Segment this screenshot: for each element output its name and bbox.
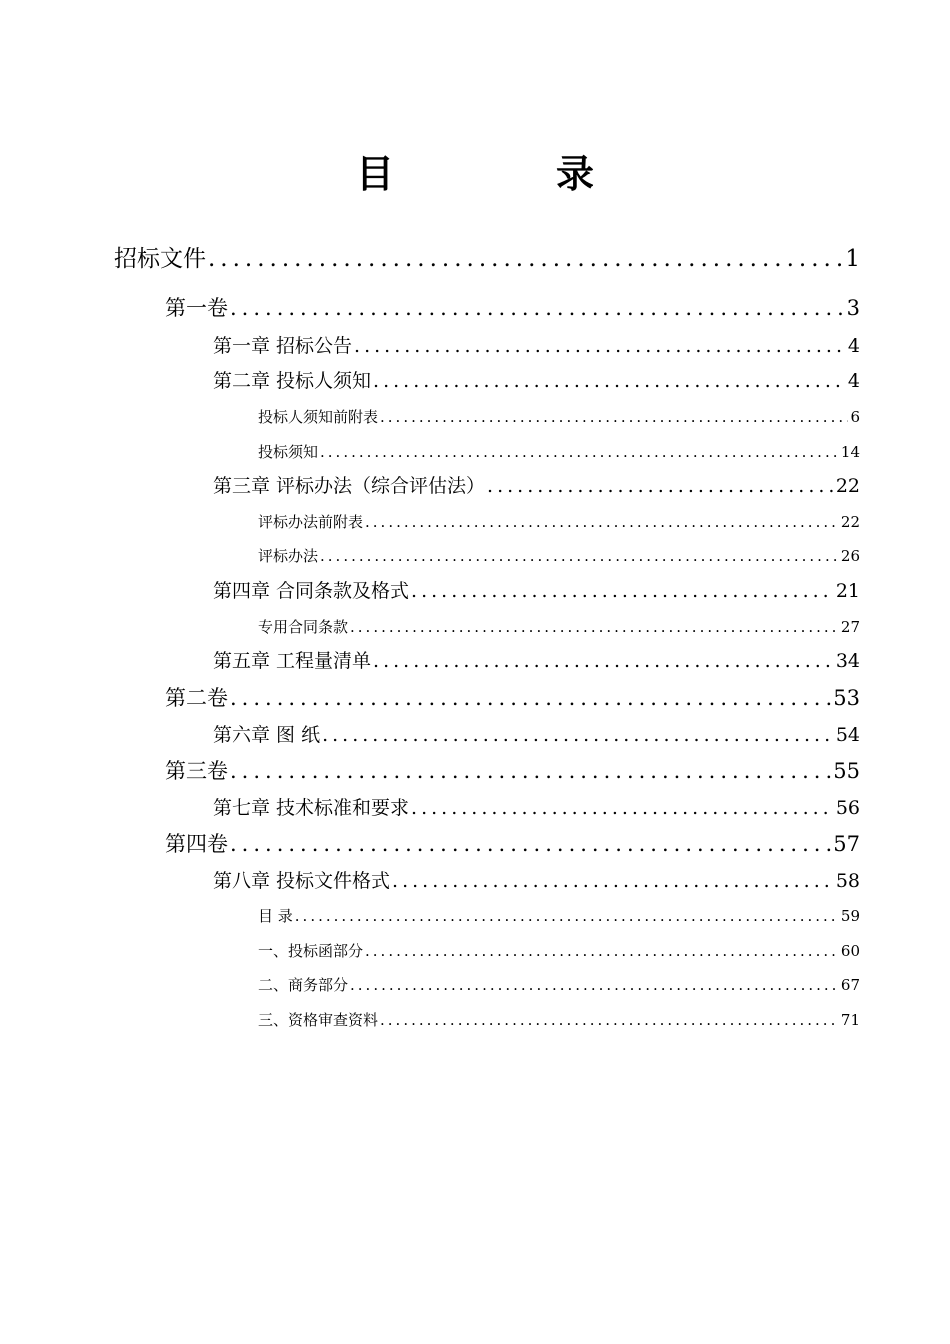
toc-entry-page: 3 [846, 296, 860, 320]
toc-entry[interactable] [258, 973, 860, 997]
toc-entry-label: 目 录 [258, 907, 293, 925]
toc-entry[interactable] [213, 867, 860, 895]
toc-entry-label: 第三卷 [165, 759, 228, 783]
toc-entry[interactable] [258, 615, 860, 639]
toc-leader-dots [373, 367, 846, 395]
toc-leader-dots [295, 904, 839, 928]
toc-entry[interactable] [258, 405, 860, 429]
toc-leader-dots [230, 829, 831, 859]
toc-entry-page: 21 [835, 580, 860, 602]
toc-entry-label: 评标办法 [258, 547, 319, 565]
toc-entry-page: 59 [840, 907, 860, 925]
toc-entry[interactable] [165, 756, 860, 786]
toc-entry-label: 评标办法前附表 [258, 513, 364, 531]
toc-leader-dots [392, 867, 834, 895]
toc-entry-label: 投标须知 [258, 443, 319, 461]
toc-entry[interactable] [213, 367, 860, 395]
toc-entry[interactable] [213, 647, 860, 675]
toc-entry[interactable] [114, 243, 860, 275]
toc-entry-label: 第一卷 [165, 296, 228, 320]
toc-entry-page: 56 [835, 797, 860, 819]
toc-entry-label: 第二卷 [165, 686, 228, 710]
toc-entry-page: 53 [833, 686, 860, 710]
toc-entry-page: 58 [835, 870, 860, 892]
toc-leader-dots [230, 293, 845, 323]
toc-leader-dots [320, 544, 839, 568]
toc-entry[interactable] [213, 577, 860, 605]
toc-entry-label: 一、投标函部分 [258, 942, 364, 960]
toc-entry[interactable] [165, 829, 860, 859]
toc-entry-page: 22 [835, 475, 860, 497]
toc-leader-dots [487, 472, 834, 500]
toc-entry-page: 6 [850, 408, 860, 426]
toc-entry-label: 第八章 投标文件格式 [213, 870, 391, 892]
toc-leader-dots [380, 1008, 839, 1032]
toc-entry-page: 71 [840, 1011, 860, 1029]
toc-entry[interactable] [258, 440, 860, 464]
toc-leader-dots [230, 756, 831, 786]
toc-entry-label: 第五章 工程量清单 [213, 650, 372, 672]
toc-entry-page: 4 [847, 370, 860, 392]
toc-entry-page: 1 [845, 246, 860, 272]
toc-leader-dots [365, 939, 839, 963]
toc-entry-page: 67 [840, 976, 860, 994]
toc-entry-label: 第二章 投标人须知 [213, 370, 372, 392]
toc-entry-label: 专用合同条款 [258, 618, 349, 636]
toc-entry-page: 22 [840, 513, 860, 531]
toc-entry[interactable] [258, 544, 860, 568]
toc-leader-dots [208, 243, 843, 275]
toc-entry-label: 第六章 图 纸 [213, 724, 321, 746]
toc-leader-dots [322, 721, 834, 749]
toc-entry[interactable] [165, 683, 860, 713]
toc-entry[interactable] [213, 721, 860, 749]
toc-leader-dots [411, 577, 834, 605]
toc-title: 目 录 [355, 152, 656, 196]
toc-entry-page: 54 [835, 724, 860, 746]
toc-entry-label: 第一章 招标公告 [213, 335, 353, 357]
toc-entry-label: 第七章 技术标准和要求 [213, 797, 410, 819]
toc-entry[interactable] [258, 904, 860, 928]
toc-leader-dots [411, 794, 834, 822]
toc-entry[interactable] [213, 794, 860, 822]
toc-leader-dots [373, 647, 834, 675]
toc-entry-page: 27 [840, 618, 860, 636]
toc-entry[interactable] [258, 1008, 860, 1032]
toc-entry-label: 招标文件 [114, 246, 206, 272]
toc-entry[interactable] [213, 332, 860, 360]
toc-leader-dots [320, 440, 839, 464]
toc-leader-dots [354, 332, 846, 360]
toc-leader-dots [350, 615, 839, 639]
toc-entry-page: 4 [847, 335, 860, 357]
toc-entry-page: 34 [835, 650, 860, 672]
toc-entry-label: 三、资格审查资料 [258, 1011, 379, 1029]
toc-entry-page: 57 [833, 832, 860, 856]
toc-leader-dots [230, 683, 831, 713]
toc-entry[interactable] [165, 293, 860, 323]
toc-leader-dots [350, 973, 839, 997]
toc-entry[interactable] [258, 510, 860, 534]
toc-entry-label: 投标人须知前附表 [258, 408, 379, 426]
toc-leader-dots [380, 405, 848, 429]
toc-entry-label: 第三章 评标办法（综合评估法） [213, 475, 486, 497]
toc-entry[interactable] [213, 472, 860, 500]
toc-entry-page: 14 [840, 443, 860, 461]
toc-entry-page: 60 [840, 942, 860, 960]
toc-entry-page: 55 [833, 759, 860, 783]
toc-entry-label: 第四章 合同条款及格式 [213, 580, 410, 602]
toc-leader-dots [365, 510, 839, 534]
toc-entry-label: 第四卷 [165, 832, 228, 856]
toc-entry-page: 26 [840, 547, 860, 565]
toc-entry[interactable] [258, 939, 860, 963]
toc-entry-label: 二、商务部分 [258, 976, 349, 994]
